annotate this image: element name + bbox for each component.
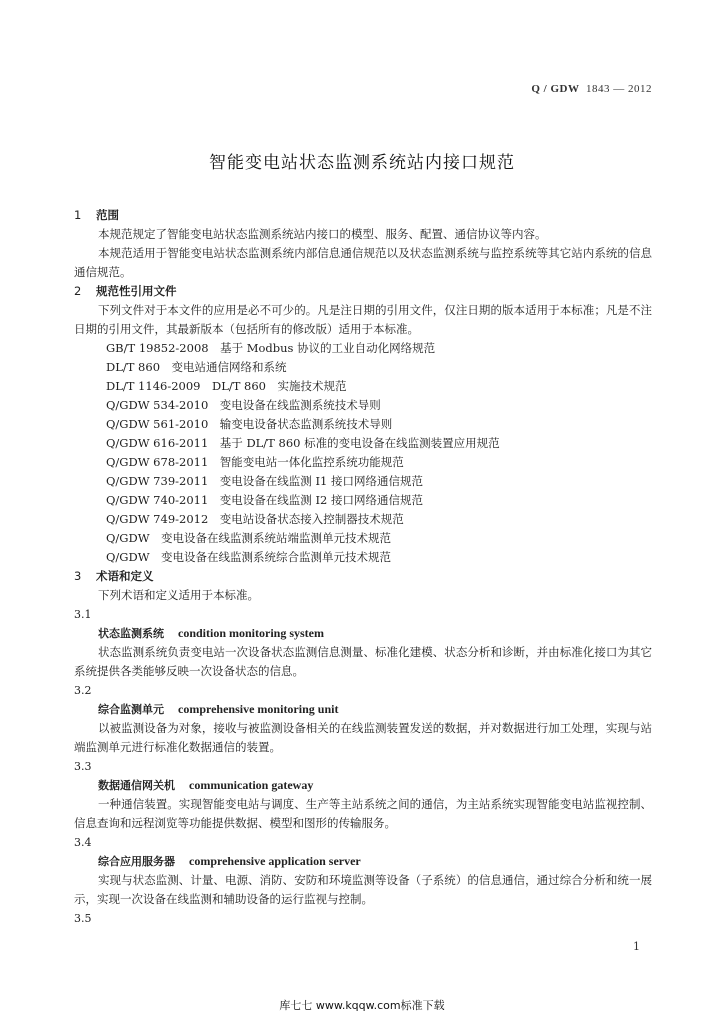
term-en: comprehensive monitoring unit (178, 702, 339, 716)
reference-item: Q/GDW 739-2011 变电设备在线监测 I1 接口网络通信规范 (106, 474, 423, 488)
section-number: 2 (74, 284, 82, 298)
reference-item: Q/GDW 678-2011 智能变电站一体化监控系统功能规范 (106, 455, 404, 469)
term-definition: 一种通信装置。实现智能变电站与调度、生产等主站系统之间的通信，为主站系统实现智能变电站监视控制、信息查询和远程浏览等功能提供数据、模型和图形的传输服务。 (74, 797, 652, 830)
reference-item: Q/GDW 534-2010 变电设备在线监测系统技术导则 (106, 398, 381, 412)
document-body (74, 206, 652, 928)
reference-item: DL/T 860 变电站通信网络和系统 (106, 360, 287, 374)
term-definition: 状态监测系统负责变电站一次设备状态监测信息测量、标准化建模、状态分析和诊断，并由标准化接口为其它系统提供各类能够反映一次设备状态的信息。 (74, 645, 652, 678)
term-cn: 数据通信网关机 (98, 779, 175, 792)
term-cn: 状态监测系统 (98, 627, 164, 640)
term-number: 3.1 (74, 608, 92, 621)
term-title (74, 700, 652, 719)
section-number: 3 (74, 569, 82, 583)
paragraph: 下列术语和定义适用于本标准。 (98, 588, 259, 602)
term-title (74, 776, 652, 795)
paragraph: 本规范适用于智能变电站状态监测系统内部信息通信规范以及状态监测系统与监控系统等其它站内系统的信息通信规范。 (74, 246, 652, 279)
term-en: communication gateway (189, 778, 314, 792)
term-en: condition monitoring system (178, 626, 325, 640)
section-title: 规范性引用文件 (96, 284, 177, 298)
term-en: comprehensive application server (189, 854, 361, 868)
section-2-heading (74, 282, 652, 301)
reference-item: Q/GDW 749-2012 变电站设备状态接入控制器技术规范 (106, 512, 404, 526)
watermark-link[interactable]: 库七七 www.kqqw.com标准下载 (279, 999, 445, 1012)
section-number: 1 (74, 208, 82, 222)
standard-number: 1843 — 2012 (586, 83, 652, 95)
reference-item: Q/GDW 561-2010 输变电设备状态监测系统技术导则 (106, 417, 393, 431)
term-cn: 综合监测单元 (98, 703, 164, 716)
term-title (74, 624, 652, 643)
term-number: 3.5 (74, 912, 92, 925)
standard-prefix: Q / GDW (531, 83, 580, 95)
term-cn: 综合应用服务器 (98, 855, 175, 868)
paragraph: 本规范规定了智能变电站状态监测系统站内接口的模型、服务、配置、通信协议等内容。 (98, 227, 547, 241)
term-number: 3.2 (74, 684, 92, 697)
section-1-heading (74, 206, 652, 225)
term-number: 3.3 (74, 760, 92, 773)
term-definition: 实现与状态监测、计量、电源、消防、安防和环境监测等设备（子系统）的信息通信，通过综合分析和统一展示，实现一次设备在线监测和辅助设备的运行监视与控制。 (74, 873, 652, 906)
reference-item: Q/GDW 变电设备在线监测系统综合监测单元技术规范 (106, 550, 392, 564)
term-definition: 以被监测设备为对象，接收与被监测设备相关的在线监测装置发送的数据，并对数据进行加工处理，实现与站端监测单元进行标准化数据通信的装置。 (74, 721, 652, 754)
document-title: 智能变电站状态监测系统站内接口规范 (209, 153, 515, 173)
page-number: 1 (633, 940, 640, 953)
term-number: 3.4 (74, 836, 92, 849)
reference-item: GB/T 19852-2008 基于 Modbus 协议的工业自动化网络规范 (106, 341, 436, 355)
standard-code (531, 83, 652, 95)
reference-item: DL/T 1146-2009 DL/T 860 实施技术规范 (106, 379, 347, 393)
section-title: 术语和定义 (96, 569, 154, 583)
section-3-heading (74, 567, 652, 586)
term-title (74, 852, 652, 871)
reference-item: Q/GDW 616-2011 基于 DL/T 860 标准的变电设备在线监测装置应用规范 (106, 436, 500, 450)
section-title: 范围 (96, 208, 119, 222)
paragraph: 下列文件对于本文件的应用是必不可少的。凡是注日期的引用文件，仅注日期的版本适用于本标准；凡是不注日期的引用文件，其最新版本（包括所有的修改版）适用于本标准。 (74, 303, 652, 336)
reference-item: Q/GDW 740-2011 变电设备在线监测 I2 接口网络通信规范 (106, 493, 423, 507)
reference-item: Q/GDW 变电设备在线监测系统站端监测单元技术规范 (106, 531, 392, 545)
